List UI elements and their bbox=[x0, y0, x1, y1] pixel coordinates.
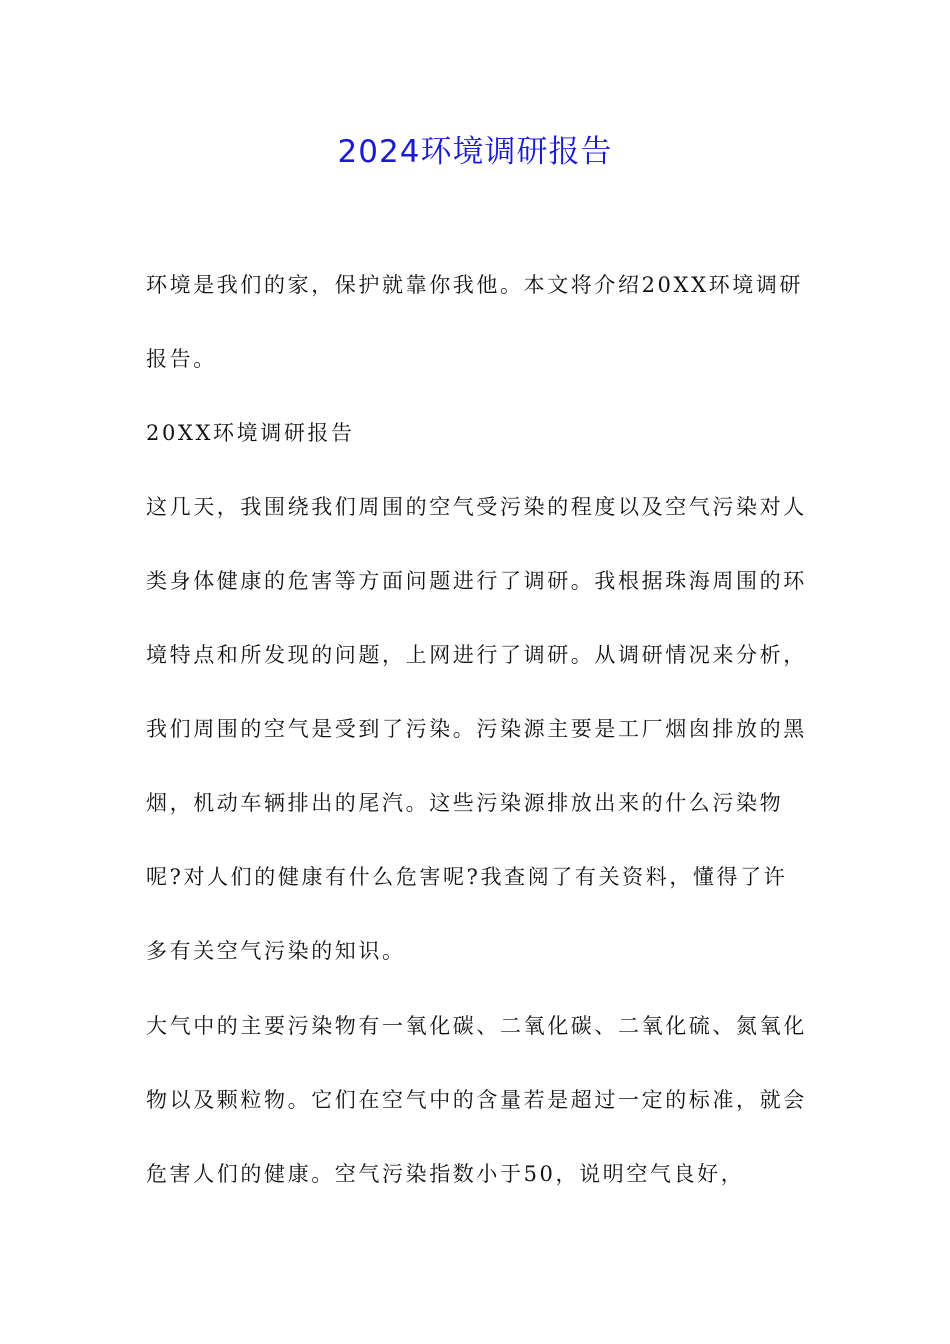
intro-paragraph: 环境是我们的家，保护就靠你我他。本文将介绍20XX环境调研报告。 bbox=[146, 273, 804, 371]
body-paragraph-2: 大气中的主要污染物有一氧化碳、二氧化碳、二氧化硫、氮氧化物以及颗粒物。它们在空气中的含量若是超过一定的标准，就会危害人们的健康。空气污染指数小于50，说明空气良好， bbox=[146, 1014, 807, 1186]
subtitle-paragraph-block bbox=[146, 396, 810, 470]
intro-paragraph-block bbox=[146, 248, 810, 396]
section-subtitle: 20XX环境调研报告 bbox=[146, 421, 355, 445]
body-paragraph-1: 这几天，我围绕我们周围的空气受污染的程度以及空气污染对人类身体健康的危害等方面问题进行了调研。我根据珠海周围的环境特点和所发现的问题，上网进行了调研。从调研情况来分析，我们周围的空气是受到了污染。污染源主要是工厂烟囱排放的黑烟，机动车辆排出的尾汽。这些污染源排放出来的什么污染物呢?对人们的健康有什么危害呢?我查阅了有关资料，懂得了许多有关空气污染的知识。 bbox=[146, 495, 807, 963]
body-paragraph-1-block bbox=[146, 470, 810, 988]
document-title: 2024环境调研报告 bbox=[337, 134, 613, 170]
body-paragraph-2-block bbox=[146, 989, 810, 1211]
